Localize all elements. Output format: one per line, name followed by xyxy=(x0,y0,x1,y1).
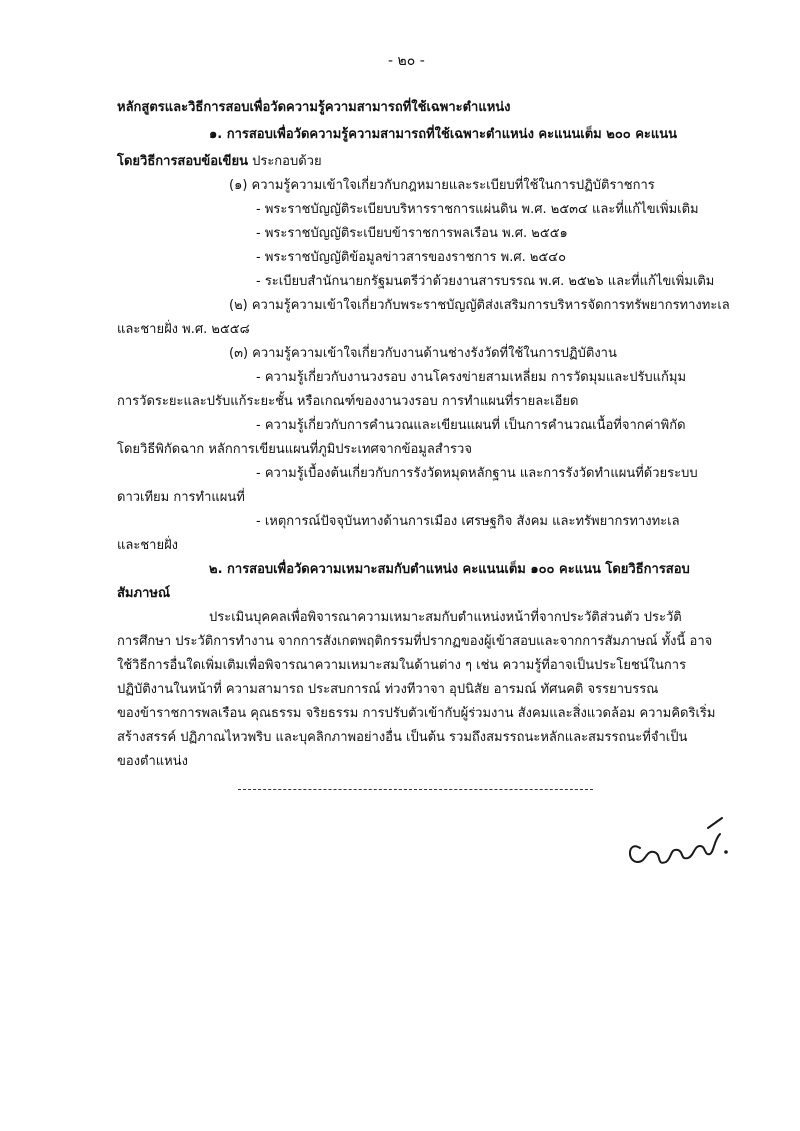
item2-label: (๒) ความรู้ความเข้าใจเกี่ยวกับพระราชบัญญัติส่งเสริมการบริหารจัดการทรัพยากรทางทะเล xyxy=(229,298,730,313)
item3-label: (๓) ความรู้ความเข้าใจเกี่ยวกับงานด้านช่างรังวัดที่ใช้ในการปฏิบัติงาน xyxy=(229,346,617,361)
section1-method-rest: ประกอบด้วย xyxy=(252,154,322,169)
item1-sub: - พระราชบัญญัติระเบียบข้าราชการพลเรือน พ.ศ. ๒๕๕๑ xyxy=(256,226,568,241)
section2-paragraph-line: สร้างสรรค์ ปฏิภาณไหวพริบ และบุคลิกภาพอย่างอื่น เป็นต้น รวมถึงสมรรถนะหลักและสมรรถนะที่จำเป็น xyxy=(117,730,688,745)
item1-label: (๑) ความรู้ความเข้าใจเกี่ยวกับกฎหมายและระเบียบที่ใช้ในการปฏิบัติราชการ xyxy=(229,178,655,193)
section2-title-cont: สัมภาษณ์ xyxy=(117,586,171,601)
item3-sub-cont: การวัดระยะและปรับแก้ระยะชั้น หรือเกณฑ์ของงานวงรอบ การทำแผนที่รายละเอียด xyxy=(117,394,579,409)
item1-sub: - ระเบียบสำนักนายกรัฐมนตรีว่าด้วยงานสารบรรณ พ.ศ. ๒๕๒๖ และที่แก้ไขเพิ่มเติม xyxy=(256,274,715,289)
section1-title: ๑. การสอบเพื่อวัดความรู้ความสามารถที่ใช้เฉพาะตำแหน่ง คะแนนเต็ม ๒๐๐ คะแนน xyxy=(209,127,678,142)
section2-paragraph-line: ของตำแหน่ง xyxy=(117,754,188,769)
item3-sub: - ความรู้เกี่ยวกับงานวงรอบ งานโครงข่ายสามเหลี่ยม การวัดมุมและปรับแก้มุม xyxy=(256,370,687,385)
end-divider xyxy=(238,789,593,790)
item3-sub: - ความรู้เกี่ยวกับการคำนวณและเขียนแผนที่ เป็นการคำนวณเนื้อที่จากค่าพิกัด xyxy=(256,418,686,433)
item3-sub-cont: ดาวเทียม การทำแผนที่ xyxy=(117,490,245,505)
item2-label-cont: และชายฝั่ง พ.ศ. ๒๕๕๘ xyxy=(117,322,250,337)
item3-sub-cont: และชายฝั่ง xyxy=(117,538,179,553)
section2-paragraph-line: ประเมินบุคคลเพื่อพิจารณาความเหมาะสมกับตำแหน่งหน้าที่จากประวัติส่วนตัว ประวัติ xyxy=(209,610,682,625)
section2-paragraph-line: ของข้าราชการพลเรือน คุณธรรม จริยธรรม การปรับตัวเข้ากับผู้ร่วมงาน สังคมและสิ่งแวดล้อม ความคิดริเริ่ม xyxy=(117,706,716,721)
section2-paragraph-line: ใช้วิธีการอื่นใดเพิ่มเติมเพื่อพิจารณาความเหมาะสมในด้านต่าง ๆ เช่น ความรู้ที่อาจเป็นประโยชน์ในการ xyxy=(117,658,687,673)
section1-method: โดยวิธีการสอบข้อเขียน xyxy=(117,154,248,169)
document-heading: หลักสูตรและวิธีการสอบเพื่อวัดความรู้ความสามารถที่ใช้เฉพาะตำแหน่ง xyxy=(117,100,511,115)
item3-sub-cont: โดยวิธีพิกัดฉาก หลักการเขียนแผนที่ภูมิประเทศจากข้อมูลสำรวจ xyxy=(117,442,472,457)
handwritten-signature xyxy=(610,800,740,880)
item3-sub: - เหตุการณ์ปัจจุบันทางด้านการเมือง เศรษฐกิจ สังคม และทรัพยากรทางทะเล xyxy=(256,514,680,529)
section2-paragraph-line: การศึกษา ประวัติการทำงาน จากการสังเกตพฤติกรรมที่ปรากฏของผู้เข้าสอบและจากการสัมภาษณ์ ทั้งนี้ อาจ xyxy=(117,634,713,649)
item3-sub: - ความรู้เบื้องต้นเกี่ยวกับการรังวัดหมุดหลักฐาน และการรังวัดทำแผนที่ด้วยระบบ xyxy=(256,466,698,481)
section1-title-cont xyxy=(117,153,322,171)
section2-title: ๒. การสอบเพื่อวัดความเหมาะสมกับตำแหน่ง คะแนนเต็ม ๑๐๐ คะแนน โดยวิธีการสอบ xyxy=(209,562,690,577)
page-number: - ๒๐ - xyxy=(388,53,425,69)
item1-sub: - พระราชบัญญัติข้อมูลข่าวสารของราชการ พ.ศ. ๒๕๔๐ xyxy=(256,250,567,265)
section2-paragraph-line: ปฏิบัติงานในหน้าที่ ความสามารถ ประสบการณ์ ท่วงทีวาจา อุปนิสัย อารมณ์ ทัศนคติ จรรยาบรรณ xyxy=(117,682,659,697)
item1-sub: - พระราชบัญญัติระเบียบบริหารราชการแผ่นดิน พ.ศ. ๒๕๓๔ และที่แก้ไขเพิ่มเติม xyxy=(256,202,699,217)
